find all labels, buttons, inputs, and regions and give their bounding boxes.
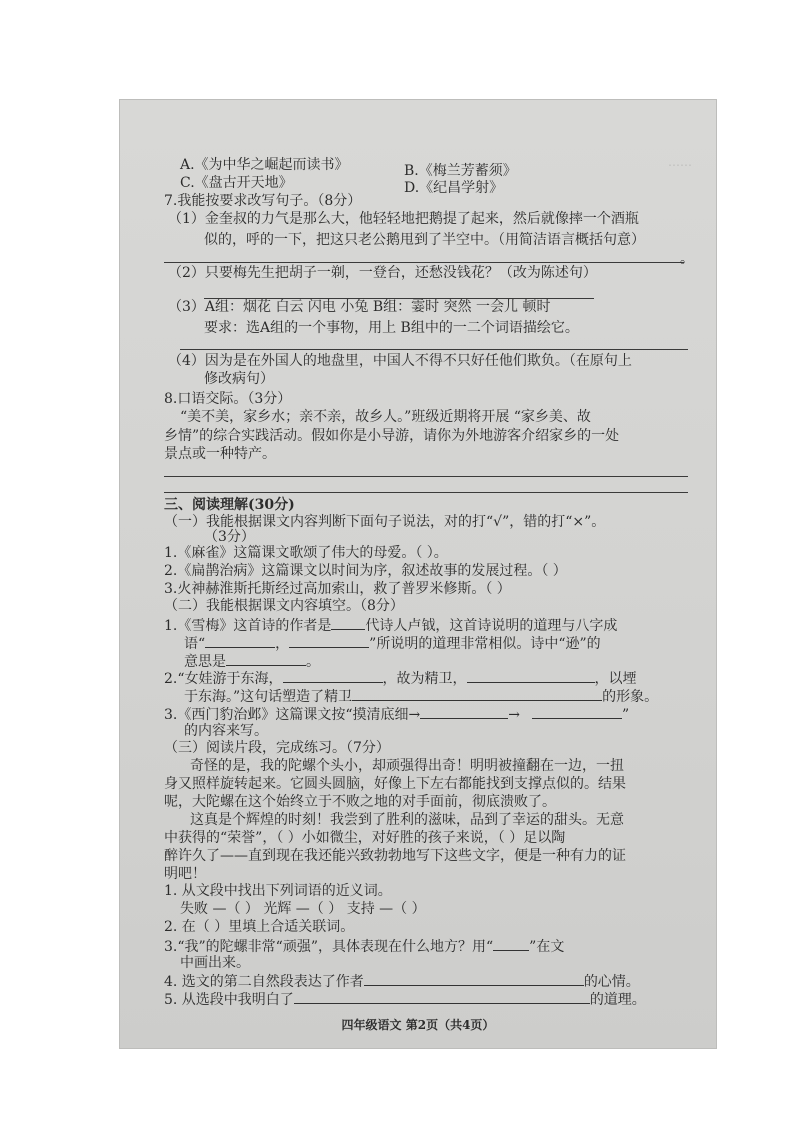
part2-q1-line1: 1.《雪梅》这首诗的作者是 代诗人卢钺，这首诗说明的道理与八字成 [164,615,617,635]
answer-line [180,349,688,350]
blank[interactable] [352,686,602,701]
blank[interactable] [205,633,275,648]
blank[interactable] [331,615,365,630]
passage-p2-l4: 明吧！ [164,866,206,882]
option-d: D.《纪昌学射》 [404,180,504,196]
part2-title: （二）我能根据课文内容填空。（8分） [164,598,404,614]
q7-s1-line2: 似的，呼的一下，把这只老公鹅甩到了半空中。（用简洁语言概括句意） [204,232,645,248]
passage-p2-l1: 这真是个辉煌的时刻！我尝到了胜利的滋味，品到了幸运的甜头。无意 [190,812,624,828]
exercise-4: 4. 选文的第二自然段表达了作者 的心情。 [164,971,640,991]
part2-q1-line3: 意思是 。 [184,651,320,671]
q8-line3: 景点或一种特产。 [164,446,276,462]
q8-title: 8.口语交际。（3分） [164,391,292,407]
q8-line1: “美不美，家乡水；亲不亲，故乡人。”班级近期将开展 “家乡美、故 [180,409,591,425]
part2-q1-line2: 语“ ， ”所说明的道理非常相似。诗中“逊”的 [184,633,601,653]
part1-q3: 3.火神赫淮斯托斯经过高加索山，救了普罗米修斯。（ ） [164,581,511,597]
q7-title: 7.我能按要求改写句子。（8分） [164,193,362,209]
part2-q2-line2: 于东海。”这句话塑造了精卫 的形象。 [184,686,658,706]
exam-page [120,100,716,1048]
part2-q2-line1: 2.“女娃游于东海， ，故为精卫， ，以堙 [164,668,637,688]
q7-s1-period: 。 [680,251,694,267]
q7-s1-line1: （1）金奎叔的力气是那么大，他轻轻地把鹅提了起来，然后就像摔一个酒瓶 [168,211,639,227]
exercise-5: 5. 从选段中我明白了 的道理。 [164,989,646,1009]
blank[interactable] [289,633,369,648]
blank[interactable] [420,704,508,719]
passage-p2-l2: 中获得的“荣誉”，（ ）小如微尘，对好胜的孩子来说，（ ）足以陶 [164,830,566,846]
q7-s4-line1: （4）因为是在外国人的地盘里，中国人不得不只好任他们欺负。（在原句上 [168,353,632,369]
answer-line [164,492,688,493]
option-b: B.《梅兰芳蓄须》 [404,163,517,179]
q7-s3-line1: （3）A组：烟花 白云 闪电 小兔 B组：霎时 突然 一会儿 顿时 [168,299,551,315]
exercise-1-words: 失败 —（ ） 光辉 —（ ） 支持 —（ ） [180,901,426,917]
bleed-through-text: ⋯⋯ [668,158,692,172]
exercise-3-line1: 3.“我”的陀螺非常“顽强”，具体表现在什么地方？用“ ”在文 [164,936,564,956]
blank[interactable] [532,704,622,719]
part1-score: （3分） [204,529,255,545]
page-footer: 四年级语文 第2页（共4页） [341,1018,495,1032]
blank[interactable] [226,651,306,666]
q7-s3-line2: 要求：选A组的一个事物，用上 B组中的一二个词语描绘它。 [204,320,579,336]
option-a: A.《为中华之崛起而读书》 [180,157,349,173]
blank[interactable] [294,989,590,1004]
blank[interactable] [364,971,584,986]
exercise-1: 1. 从文段中找出下列词语的近义词。 [164,883,392,899]
exercise-3-line2: 中画出来。 [180,955,250,971]
option-c: C.《盘古开天地》 [180,175,293,191]
part2-q3-line1: 3.《西门豹治邺》这篇课文按“摸清底细→ → ” [164,704,629,724]
passage-p1-l2: 身又照样旋转起来。它圆头圆脑，好像上下左右都能找到支撑点似的。结果 [164,776,626,792]
passage-p2-l3: 醉许久了——直到现在我还能兴致勃勃地写下这些文字，便是一种有力的证 [164,848,626,864]
part1-instruction: （一）我能根据课文内容判断下面句子说法，对的打“√”，错的打“×”。 [164,514,606,530]
q8-line2: 乡情”的综合实践活动。假如你是小导游，请你为外地游客介绍家乡的一处 [164,428,620,444]
part2-q3-line2: 的内容来写。 [184,723,268,739]
answer-line [164,262,684,263]
q7-s2: （2）只要梅先生把胡子一剃，一登台，还愁没钱花？（改为陈述句） [168,265,597,281]
blank[interactable] [493,936,529,951]
passage-p1-l1: 奇怪的是，我的陀螺个头小，却顽强得出奇！明明被撞翻在一边，一扭 [190,758,624,774]
section3-title: 三、阅读理解(30分) [164,497,295,513]
part1-q2: 2.《扁鹊治病》这篇课文以时间为序，叙述故事的发展过程。（ ） [164,563,567,579]
passage-p1-l3: 呢，大陀螺在这个始终立于不败之地的对手面前，彻底溃败了。 [164,794,556,810]
part3-title: （三）阅读片段，完成练习。（7分） [164,740,390,756]
blank[interactable] [467,668,595,683]
answer-line [164,476,688,477]
blank[interactable] [283,668,383,683]
q7-s4-line2: 修改病句） [204,371,274,387]
part1-q1: 1.《麻雀》这篇课文歌颂了伟大的母爱。（ ）。 [164,545,448,561]
exercise-2: 2. 在（ ）里填上合适关联词。 [164,919,355,935]
